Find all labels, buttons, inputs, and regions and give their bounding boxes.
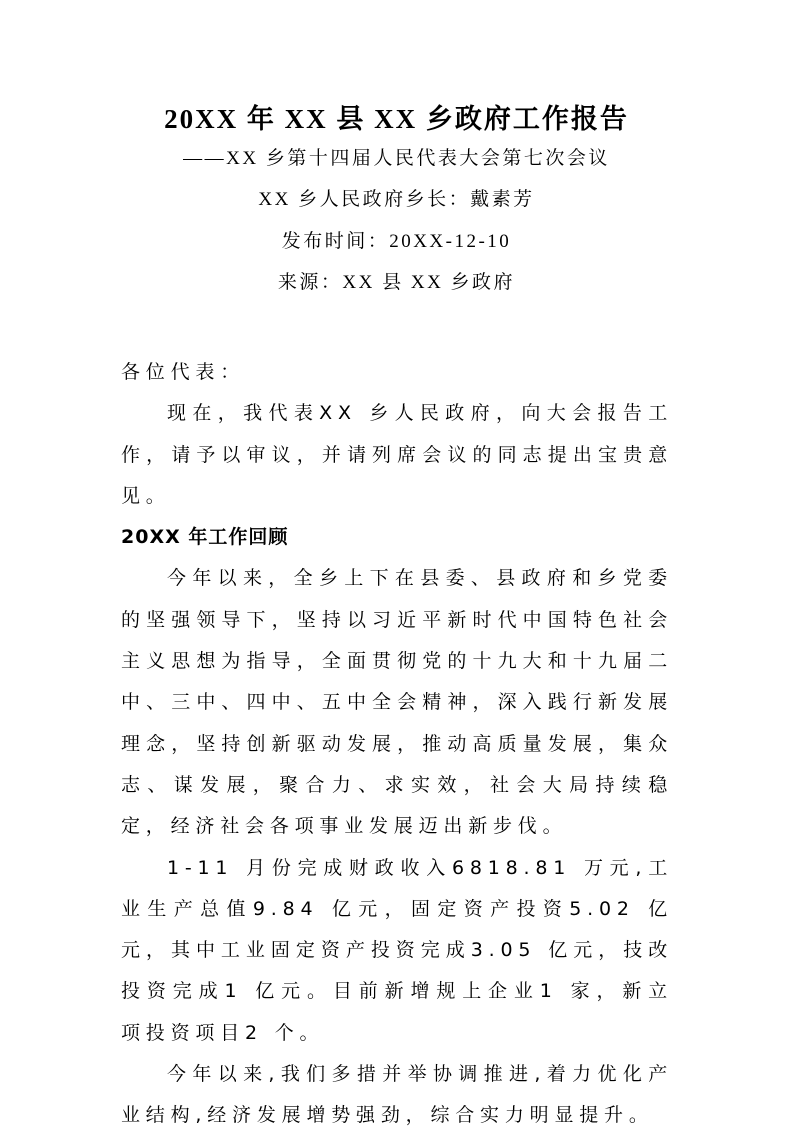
section-heading: 20XX 年工作回顾 — [121, 526, 289, 549]
document-title: 20XX 年 XX 县 XX 乡政府工作报告 — [164, 104, 629, 134]
document-body — [121, 352, 673, 1137]
body-paragraph: 今年以来，全乡上下在县委、县政府和乡党委的坚强领导下，坚持以习近平新时代中国特色社会主义思想为指导，全面贯彻党的十九大和十九届二中、三中、四中、五中全会精神，深入践行新发展理念，坚持创新驱动发展，推动高质量发展，集众志、谋发展，聚合力、求实效，社会大局持续稳定，经济社会各项事业发展迈出新步伐。 — [121, 567, 673, 838]
body-paragraph: 1-11 月份完成财政收入6818.81 万元,工业生产总值9.84 亿元，固定资产投资5.02 亿元，其中工业固定资产投资完成3.05 亿元，技改投资完成1 亿元。目前新增规上企业1 家，新立项投资项目2 个。 — [121, 856, 673, 1044]
author-line: XX 乡人民政府乡长：戴素芳 — [258, 189, 535, 210]
source-line: 来源：XX 县 XX 乡政府 — [277, 272, 516, 293]
salutation: 各位代表： — [121, 361, 246, 383]
document-subtitle: ——XX 乡第十四届人民代表大会第七次会议 — [183, 148, 610, 169]
publish-date-line: 发布时间：20XX-12-10 — [281, 231, 512, 252]
body-paragraph: 今年以来,我们多措并举协调推进,着力优化产业结构,经济发展增势强劲，综合实力明显提升。 — [121, 1063, 673, 1127]
body-paragraph: 现在，我代表XX 乡人民政府，向大会报告工作，请予以审议，并请列席会议的同志提出宝贵意见。 — [121, 402, 673, 507]
